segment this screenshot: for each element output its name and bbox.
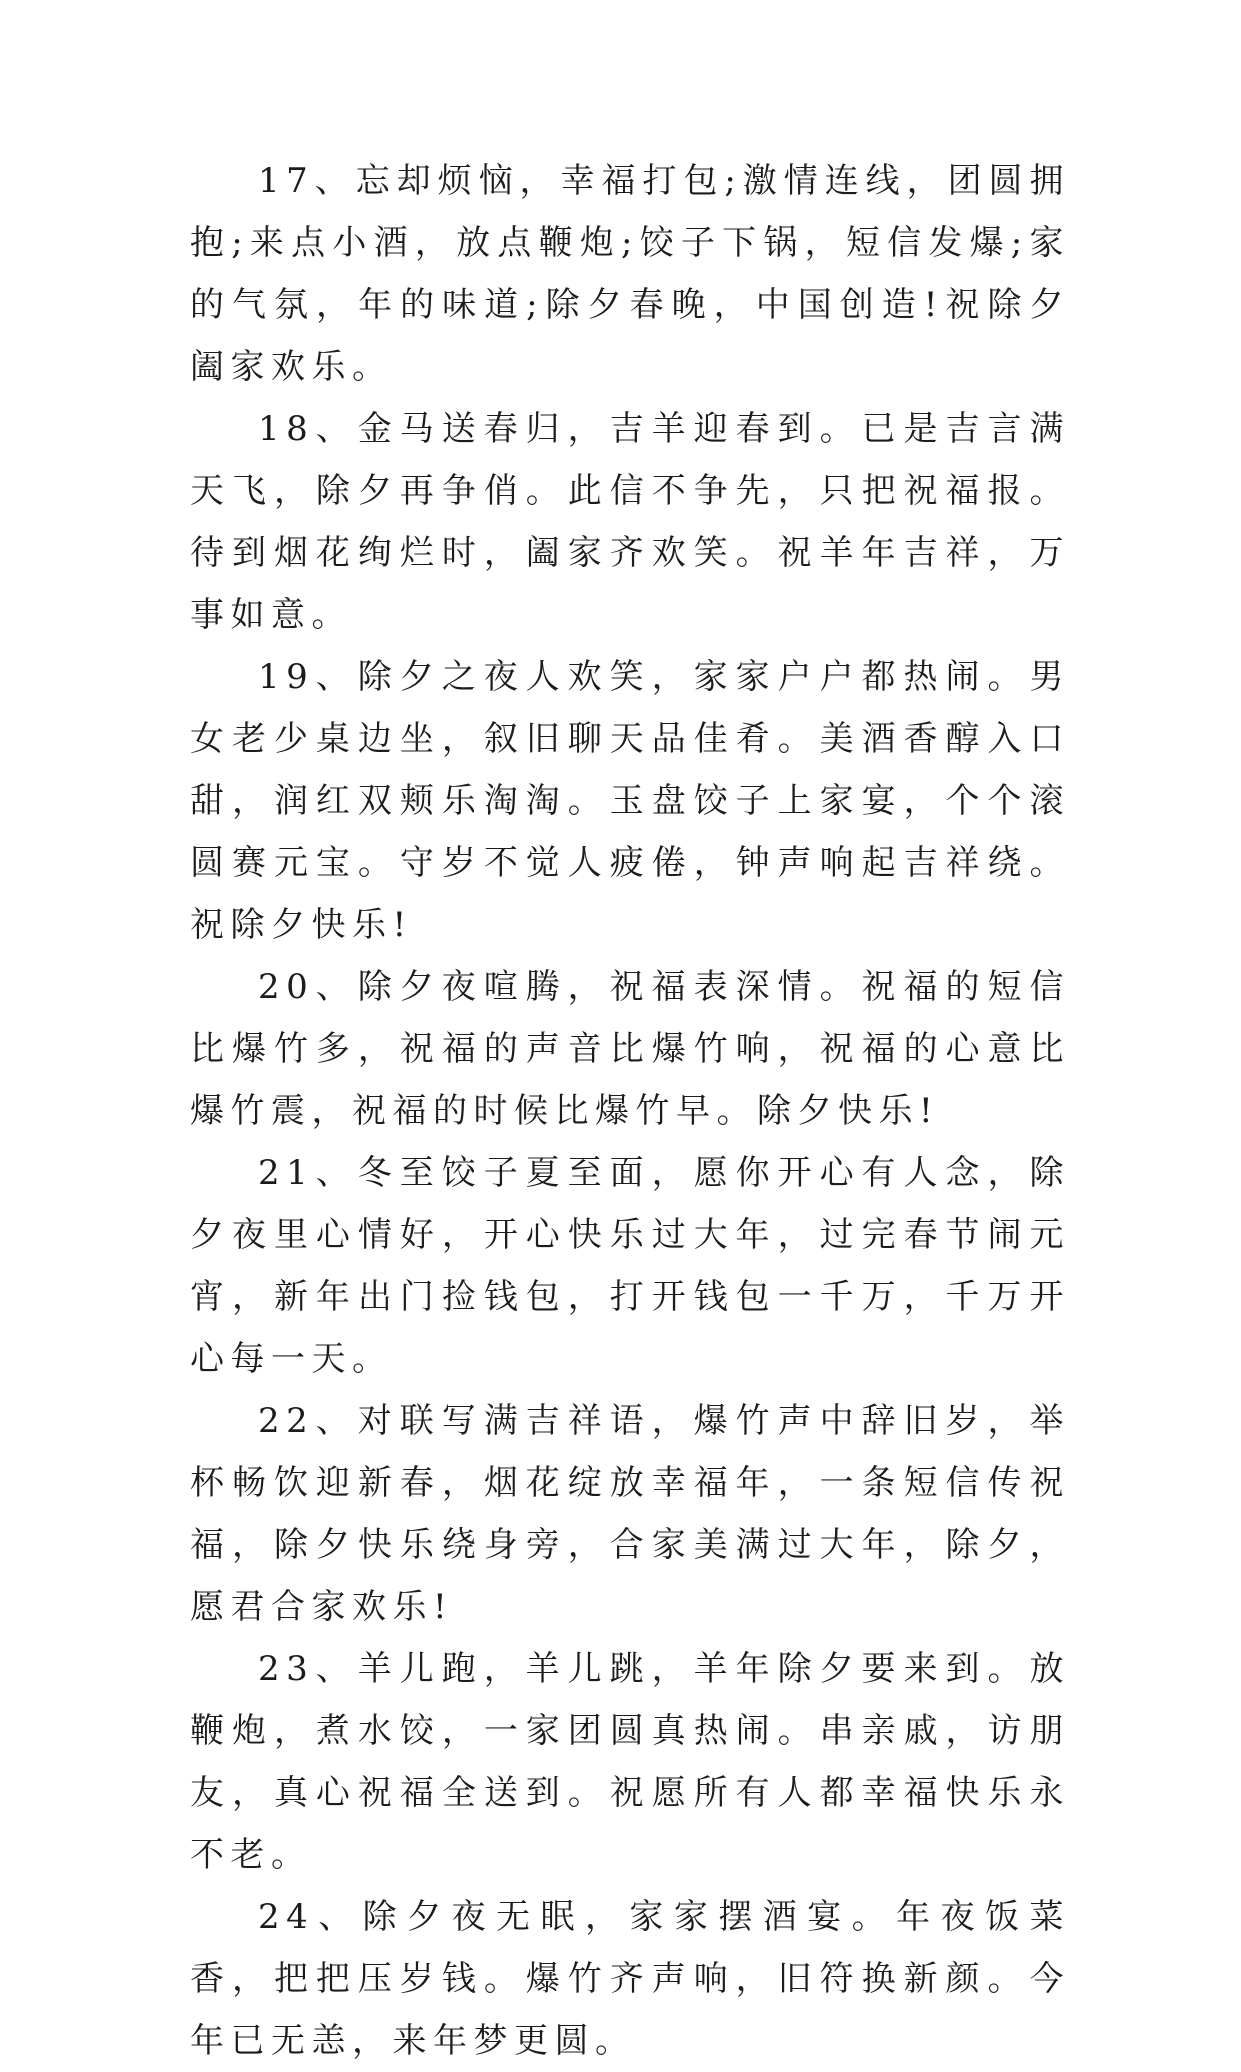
paragraph-24: 24、除夕夜无眠，家家摆酒宴。年夜饭菜香，把把压岁钱。爆竹齐声响，旧符换新颜。今年已无恙，来年梦更圆。 [190, 1897, 1070, 2061]
paragraph-18: 18、金马送春归，吉羊迎春到。已是吉言满天飞，除夕再争俏。此信不争先，只把祝福报。待到烟花绚烂时，阖家齐欢笑。祝羊年吉祥，万事如意。 [190, 409, 1070, 635]
paragraph-21: 21、冬至饺子夏至面，愿你开心有人念，除夕夜里心情好，开心快乐过大年，过完春节闹元宵，新年出门捡钱包，打开钱包一千万，千万开心每一天。 [190, 1153, 1070, 1379]
paragraph-22: 22、对联写满吉祥语，爆竹声中辞旧岁，举杯畅饮迎新春，烟花绽放幸福年，一条短信传祝福，除夕快乐绕身旁，合家美满过大年，除夕，愿君合家欢乐! [190, 1401, 1070, 1627]
paragraph-19: 19、除夕之夜人欢笑，家家户户都热闹。男女老少桌边坐，叙旧聊天品佳肴。美酒香醇入口甜，润红双颊乐淘淘。玉盘饺子上家宴，个个滚圆赛元宝。守岁不觉人疲倦，钟声响起吉祥绕。祝除夕快乐! [190, 657, 1070, 945]
paragraph-20: 20、除夕夜喧腾，祝福表深情。祝福的短信比爆竹多，祝福的声音比爆竹响，祝福的心意比爆竹震，祝福的时候比爆竹早。除夕快乐! [190, 967, 1070, 1131]
paragraph-17: 17、忘却烦恼，幸福打包;激情连线，团圆拥抱;来点小酒，放点鞭炮;饺子下锅，短信发爆;家的气氛，年的味道;除夕春晚，中国创造!祝除夕阖家欢乐。 [190, 161, 1070, 387]
document-page [190, 150, 1070, 2072]
paragraph-23: 23、羊儿跑，羊儿跳，羊年除夕要来到。放鞭炮，煮水饺，一家团圆真热闹。串亲戚，访朋友，真心祝福全送到。祝愿所有人都幸福快乐永不老。 [190, 1649, 1070, 1875]
